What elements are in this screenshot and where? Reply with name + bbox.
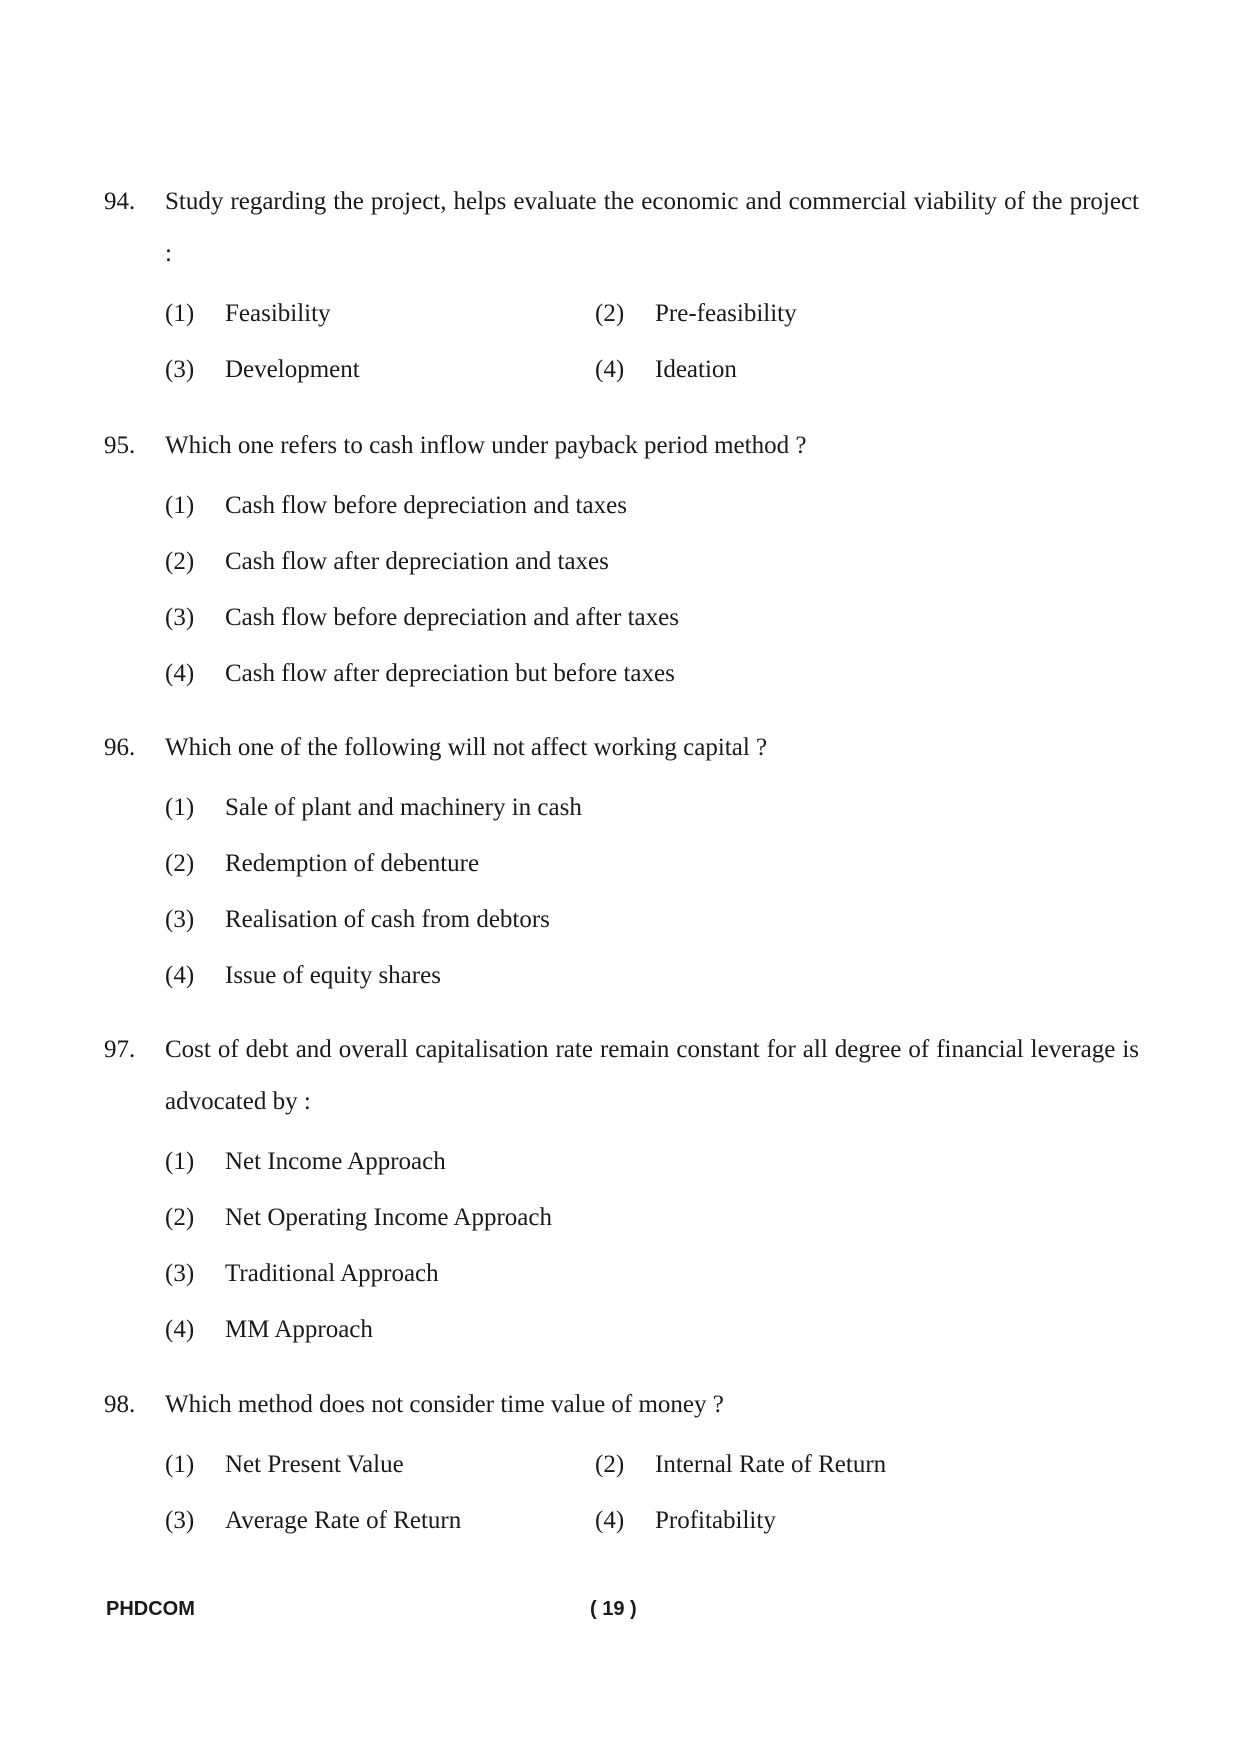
options-list xyxy=(165,780,1139,1004)
options-list xyxy=(165,1134,1139,1358)
options-grid xyxy=(165,286,1139,398)
option-1 xyxy=(165,300,595,328)
option-text: Net Operating Income Approach xyxy=(225,1204,552,1231)
option-text: Development xyxy=(225,356,360,383)
option-text: Internal Rate of Return xyxy=(655,1451,887,1478)
options-list xyxy=(165,478,1139,702)
option-1 xyxy=(165,794,582,822)
option-number: (3) xyxy=(165,604,195,631)
option-number: (1) xyxy=(165,300,195,327)
option-number: (3) xyxy=(165,1260,195,1287)
option-4 xyxy=(595,356,737,384)
option-1 xyxy=(165,492,627,520)
question-text: Cost of debt and overall capitalisation rate remain constant for all degree of financial leverage is advocated by : xyxy=(165,1036,1139,1115)
option-text: Cash flow before depreciation and after taxes xyxy=(225,604,679,631)
question-number: 96. xyxy=(104,734,136,761)
question-text: Which one of the following will not affect working capital ? xyxy=(165,734,768,761)
option-text: Cash flow after depreciation but before taxes xyxy=(225,660,675,687)
option-number: (2) xyxy=(595,300,625,327)
option-text: MM Approach xyxy=(225,1316,373,1343)
paper-code: PHDCOM xyxy=(106,1598,195,1620)
question-text: Which one refers to cash inflow under payback period method ? xyxy=(165,432,807,459)
option-number: (3) xyxy=(165,356,195,383)
option-number: (4) xyxy=(595,1507,625,1534)
option-1 xyxy=(165,1148,446,1176)
option-3 xyxy=(165,604,679,632)
question-number: 97. xyxy=(104,1036,136,1063)
option-number: (2) xyxy=(595,1451,625,1478)
option-text: Feasibility xyxy=(225,300,331,327)
option-4 xyxy=(165,1316,373,1344)
option-text: Net Income Approach xyxy=(225,1148,446,1175)
option-text: Redemption of debenture xyxy=(225,850,480,877)
option-4 xyxy=(165,660,675,688)
option-number: (4) xyxy=(165,660,195,687)
option-2 xyxy=(165,548,609,576)
option-text: Average Rate of Return xyxy=(225,1507,462,1534)
option-number: (1) xyxy=(165,1451,195,1478)
option-4 xyxy=(595,1507,776,1535)
option-text: Realisation of cash from debtors xyxy=(225,906,550,933)
question-text: Study regarding the project, helps evaluate the economic and commercial viability of the project : xyxy=(165,188,1139,267)
option-text: Cash flow before depreciation and taxes xyxy=(225,492,627,519)
option-text: Issue of equity shares xyxy=(225,962,441,989)
option-3 xyxy=(165,1507,595,1535)
option-text: Pre-feasibility xyxy=(655,300,797,327)
page-number: ( 19 ) xyxy=(590,1598,637,1620)
question-text: Which method does not consider time value of money ? xyxy=(165,1391,724,1418)
option-number: (2) xyxy=(165,1204,195,1231)
option-2 xyxy=(595,300,797,328)
options-grid xyxy=(165,1437,1139,1549)
option-text: Ideation xyxy=(655,356,737,383)
option-3 xyxy=(165,356,595,384)
option-2 xyxy=(165,850,479,878)
option-1 xyxy=(165,1451,595,1479)
option-number: (1) xyxy=(165,1148,195,1175)
option-text: Profitability xyxy=(655,1507,776,1534)
option-3 xyxy=(165,906,550,934)
option-number: (4) xyxy=(165,1316,195,1343)
question-94 xyxy=(104,176,1139,398)
option-3 xyxy=(165,1260,439,1288)
question-96 xyxy=(104,722,1139,1004)
option-2 xyxy=(595,1451,886,1479)
option-text: Net Present Value xyxy=(225,1451,404,1478)
question-97 xyxy=(104,1024,1139,1358)
option-number: (3) xyxy=(165,906,195,933)
question-number: 95. xyxy=(104,432,136,459)
option-4 xyxy=(165,962,441,990)
option-number: (4) xyxy=(595,356,625,383)
question-number: 94. xyxy=(104,188,136,215)
option-number: (2) xyxy=(165,548,195,575)
option-text: Sale of plant and machinery in cash xyxy=(225,794,582,821)
option-text: Cash flow after depreciation and taxes xyxy=(225,548,609,575)
option-number: (2) xyxy=(165,850,195,877)
option-number: (3) xyxy=(165,1507,195,1534)
option-number: (4) xyxy=(165,962,195,989)
option-text: Traditional Approach xyxy=(225,1260,439,1287)
option-2 xyxy=(165,1204,552,1232)
question-98 xyxy=(104,1379,1139,1549)
question-number: 98. xyxy=(104,1391,136,1418)
question-95 xyxy=(104,420,1139,702)
option-number: (1) xyxy=(165,492,195,519)
option-number: (1) xyxy=(165,794,195,821)
